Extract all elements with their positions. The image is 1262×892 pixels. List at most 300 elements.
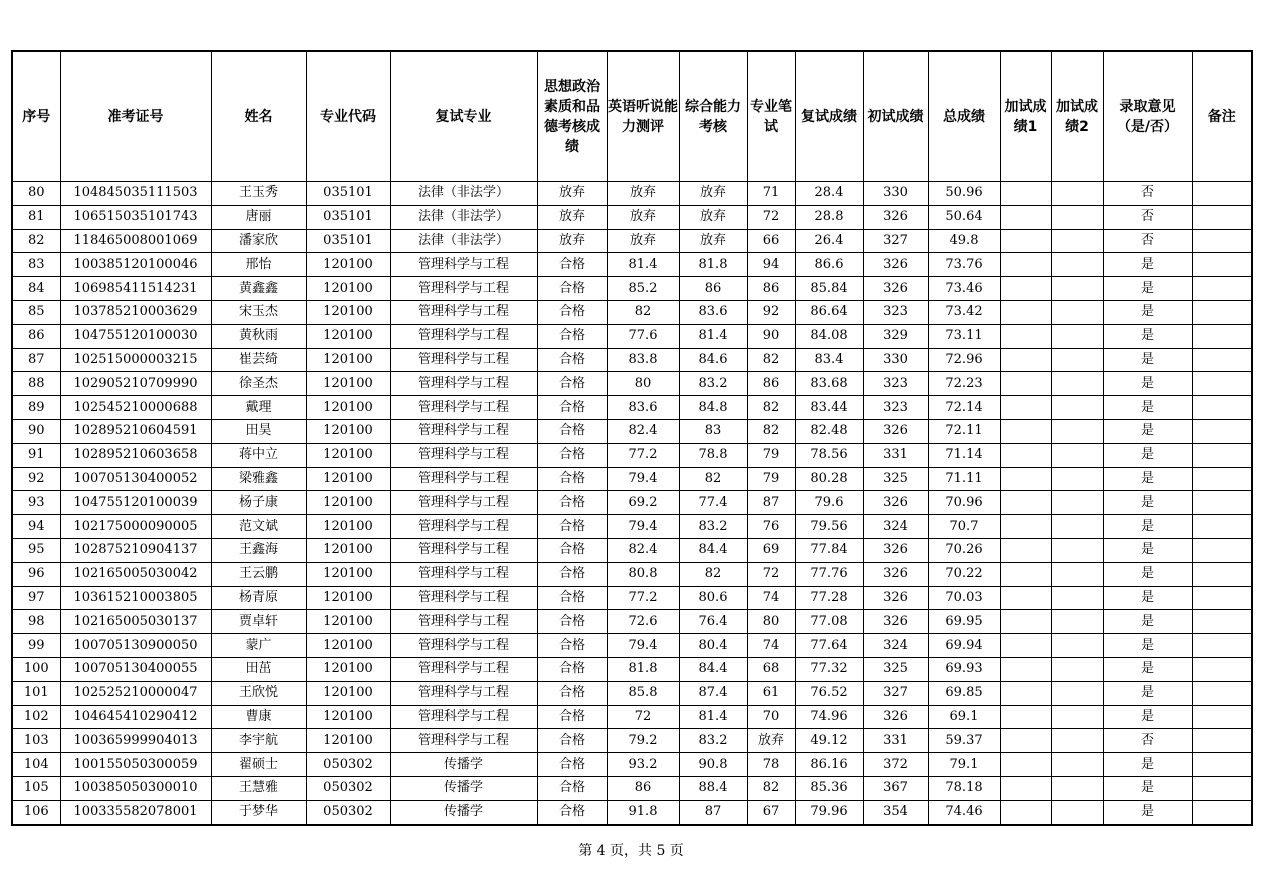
cell-col-admission: 是	[1103, 562, 1192, 586]
cell-col-extra-score-2	[1051, 324, 1103, 348]
cell-col-name: 潘家欣	[211, 229, 306, 253]
cell-col-name: 于梦华	[211, 800, 306, 824]
cell-col-comprehensive: 83.6	[679, 300, 747, 324]
cell-col-major: 传播学	[390, 776, 537, 800]
cell-col-retest-score: 83.4	[795, 348, 863, 372]
cell-col-written-test: 92	[747, 300, 795, 324]
cell-col-political-check: 放弃	[537, 229, 607, 253]
cell-col-extra-score-2	[1051, 610, 1103, 634]
cell-col-extra-score-2	[1051, 229, 1103, 253]
cell-col-retest-score: 26.4	[795, 229, 863, 253]
cell-col-remarks	[1192, 348, 1252, 372]
header-col-extra-score-1: 加试成绩1	[1000, 51, 1051, 182]
cell-col-written-test: 67	[747, 800, 795, 824]
cell-col-written-test: 79	[747, 443, 795, 467]
cell-col-english-test: 80	[607, 372, 679, 396]
cell-col-written-test: 69	[747, 538, 795, 562]
cell-col-exam-id: 106985411514231	[60, 277, 211, 301]
cell-col-comprehensive: 77.4	[679, 491, 747, 515]
cell-col-index: 96	[12, 562, 60, 586]
cell-col-comprehensive: 放弃	[679, 182, 747, 206]
cell-col-comprehensive: 84.4	[679, 657, 747, 681]
cell-col-index: 92	[12, 467, 60, 491]
cell-col-extra-score-1	[1000, 491, 1051, 515]
cell-col-extra-score-1	[1000, 657, 1051, 681]
cell-col-index: 85	[12, 300, 60, 324]
cell-col-name: 黄秋雨	[211, 324, 306, 348]
table-row	[12, 538, 1252, 562]
cell-col-index: 101	[12, 681, 60, 705]
cell-col-english-test: 72	[607, 705, 679, 729]
cell-col-index: 95	[12, 538, 60, 562]
cell-col-name: 邢怡	[211, 253, 306, 277]
cell-col-political-check: 合格	[537, 681, 607, 705]
cell-col-exam-id: 118465008001069	[60, 229, 211, 253]
table-row	[12, 300, 1252, 324]
cell-col-index: 106	[12, 800, 60, 824]
cell-col-exam-id: 102525210000047	[60, 681, 211, 705]
cell-col-major: 法律（非法学）	[390, 182, 537, 206]
cell-col-index: 81	[12, 205, 60, 229]
cell-col-major-code: 120100	[306, 443, 390, 467]
cell-col-exam-id: 100155050300059	[60, 753, 211, 777]
cell-col-extra-score-1	[1000, 634, 1051, 658]
cell-col-remarks	[1192, 277, 1252, 301]
cell-col-written-test: 放弃	[747, 729, 795, 753]
cell-col-comprehensive: 84.6	[679, 348, 747, 372]
cell-col-extra-score-2	[1051, 491, 1103, 515]
cell-col-retest-score: 86.64	[795, 300, 863, 324]
cell-col-total-score: 70.03	[928, 586, 1000, 610]
header-col-exam-id: 准考证号	[60, 51, 211, 182]
cell-col-name: 戴理	[211, 396, 306, 420]
cell-col-remarks	[1192, 729, 1252, 753]
cell-col-extra-score-2	[1051, 253, 1103, 277]
cell-col-extra-score-1	[1000, 229, 1051, 253]
cell-col-extra-score-1	[1000, 586, 1051, 610]
cell-col-name: 田茁	[211, 657, 306, 681]
table-row	[12, 562, 1252, 586]
table-row	[12, 348, 1252, 372]
cell-col-retest-score: 79.56	[795, 515, 863, 539]
cell-col-index: 98	[12, 610, 60, 634]
cell-col-major-code: 120100	[306, 419, 390, 443]
cell-col-political-check: 合格	[537, 538, 607, 562]
cell-col-english-test: 69.2	[607, 491, 679, 515]
cell-col-english-test: 77.2	[607, 443, 679, 467]
cell-col-major-code: 050302	[306, 776, 390, 800]
cell-col-political-check: 合格	[537, 753, 607, 777]
cell-col-major: 法律（非法学）	[390, 229, 537, 253]
cell-col-comprehensive: 90.8	[679, 753, 747, 777]
table-row	[12, 705, 1252, 729]
cell-col-major-code: 120100	[306, 705, 390, 729]
cell-col-extra-score-2	[1051, 372, 1103, 396]
header-row	[12, 51, 1252, 182]
cell-col-major-code: 120100	[306, 610, 390, 634]
header-col-major: 复试专业	[390, 51, 537, 182]
cell-col-remarks	[1192, 657, 1252, 681]
table-row	[12, 253, 1252, 277]
score-table	[11, 50, 1253, 826]
cell-col-initial-score: 326	[863, 586, 928, 610]
table-row	[12, 657, 1252, 681]
cell-col-index: 80	[12, 182, 60, 206]
cell-col-english-test: 79.4	[607, 634, 679, 658]
cell-col-english-test: 85.2	[607, 277, 679, 301]
table-row	[12, 396, 1252, 420]
header-col-comprehensive: 综合能力考核	[679, 51, 747, 182]
page-footer: 第 4 页，共 5 页	[578, 843, 684, 859]
cell-col-admission: 是	[1103, 491, 1192, 515]
cell-col-comprehensive: 87.4	[679, 681, 747, 705]
table-row	[12, 776, 1252, 800]
cell-col-initial-score: 354	[863, 800, 928, 824]
cell-col-written-test: 74	[747, 634, 795, 658]
cell-col-major: 管理科学与工程	[390, 491, 537, 515]
cell-col-index: 104	[12, 753, 60, 777]
cell-col-english-test: 93.2	[607, 753, 679, 777]
cell-col-index: 87	[12, 348, 60, 372]
cell-col-admission: 是	[1103, 610, 1192, 634]
cell-col-comprehensive: 83.2	[679, 515, 747, 539]
cell-col-retest-score: 85.84	[795, 277, 863, 301]
header-col-remarks: 备注	[1192, 51, 1252, 182]
cell-col-name: 唐丽	[211, 205, 306, 229]
cell-col-total-score: 73.11	[928, 324, 1000, 348]
cell-col-initial-score: 326	[863, 205, 928, 229]
cell-col-extra-score-2	[1051, 277, 1103, 301]
cell-col-political-check: 合格	[537, 776, 607, 800]
cell-col-english-test: 85.8	[607, 681, 679, 705]
cell-col-extra-score-1	[1000, 396, 1051, 420]
cell-col-extra-score-1	[1000, 443, 1051, 467]
cell-col-exam-id: 102165005030137	[60, 610, 211, 634]
table-row	[12, 229, 1252, 253]
cell-col-retest-score: 86.6	[795, 253, 863, 277]
cell-col-admission: 是	[1103, 348, 1192, 372]
cell-col-exam-id: 100385050300010	[60, 776, 211, 800]
cell-col-total-score: 72.11	[928, 419, 1000, 443]
cell-col-extra-score-1	[1000, 800, 1051, 824]
cell-col-major-code: 050302	[306, 753, 390, 777]
cell-col-major: 管理科学与工程	[390, 562, 537, 586]
cell-col-english-test: 79.4	[607, 467, 679, 491]
header-col-admission: 录取意见（是/否）	[1103, 51, 1192, 182]
cell-col-english-test: 86	[607, 776, 679, 800]
table-row	[12, 205, 1252, 229]
cell-col-written-test: 86	[747, 372, 795, 396]
cell-col-remarks	[1192, 515, 1252, 539]
cell-col-extra-score-2	[1051, 443, 1103, 467]
cell-col-written-test: 82	[747, 348, 795, 372]
cell-col-admission: 否	[1103, 229, 1192, 253]
cell-col-total-score: 69.94	[928, 634, 1000, 658]
cell-col-remarks	[1192, 443, 1252, 467]
header-col-name: 姓名	[211, 51, 306, 182]
cell-col-exam-id: 100705130900050	[60, 634, 211, 658]
cell-col-index: 97	[12, 586, 60, 610]
cell-col-initial-score: 326	[863, 705, 928, 729]
cell-col-initial-score: 372	[863, 753, 928, 777]
cell-col-name: 杨青原	[211, 586, 306, 610]
cell-col-admission: 是	[1103, 396, 1192, 420]
cell-col-admission: 是	[1103, 277, 1192, 301]
cell-col-major: 法律（非法学）	[390, 205, 537, 229]
cell-col-admission: 是	[1103, 443, 1192, 467]
cell-col-extra-score-1	[1000, 419, 1051, 443]
cell-col-name: 王云鹏	[211, 562, 306, 586]
cell-col-extra-score-2	[1051, 515, 1103, 539]
cell-col-remarks	[1192, 800, 1252, 824]
cell-col-index: 84	[12, 277, 60, 301]
cell-col-retest-score: 83.44	[795, 396, 863, 420]
cell-col-retest-score: 77.76	[795, 562, 863, 586]
cell-col-admission: 是	[1103, 419, 1192, 443]
cell-col-comprehensive: 放弃	[679, 205, 747, 229]
cell-col-name: 蒙广	[211, 634, 306, 658]
cell-col-english-test: 77.6	[607, 324, 679, 348]
cell-col-exam-id: 100385120100046	[60, 253, 211, 277]
cell-col-major-code: 120100	[306, 729, 390, 753]
cell-col-admission: 是	[1103, 776, 1192, 800]
cell-col-initial-score: 324	[863, 634, 928, 658]
cell-col-extra-score-2	[1051, 753, 1103, 777]
cell-col-comprehensive: 80.4	[679, 634, 747, 658]
cell-col-extra-score-1	[1000, 610, 1051, 634]
table-row	[12, 681, 1252, 705]
cell-col-major-code: 035101	[306, 229, 390, 253]
cell-col-index: 103	[12, 729, 60, 753]
cell-col-exam-id: 102905210709990	[60, 372, 211, 396]
cell-col-index: 88	[12, 372, 60, 396]
cell-col-written-test: 86	[747, 277, 795, 301]
cell-col-extra-score-2	[1051, 419, 1103, 443]
cell-col-admission: 是	[1103, 538, 1192, 562]
cell-col-comprehensive: 82	[679, 467, 747, 491]
cell-col-exam-id: 100335582078001	[60, 800, 211, 824]
cell-col-extra-score-2	[1051, 657, 1103, 681]
cell-col-total-score: 72.96	[928, 348, 1000, 372]
cell-col-total-score: 59.37	[928, 729, 1000, 753]
cell-col-remarks	[1192, 372, 1252, 396]
cell-col-exam-id: 100705130400052	[60, 467, 211, 491]
cell-col-initial-score: 330	[863, 348, 928, 372]
cell-col-total-score: 49.8	[928, 229, 1000, 253]
cell-col-political-check: 合格	[537, 705, 607, 729]
cell-col-total-score: 69.1	[928, 705, 1000, 729]
cell-col-english-test: 82	[607, 300, 679, 324]
header-col-written-test: 专业笔试	[747, 51, 795, 182]
cell-col-written-test: 87	[747, 491, 795, 515]
cell-col-name: 王欣悦	[211, 681, 306, 705]
cell-col-written-test: 82	[747, 396, 795, 420]
cell-col-extra-score-2	[1051, 800, 1103, 824]
table-row	[12, 182, 1252, 206]
cell-col-english-test: 79.2	[607, 729, 679, 753]
cell-col-name: 范文斌	[211, 515, 306, 539]
cell-col-initial-score: 324	[863, 515, 928, 539]
cell-col-extra-score-1	[1000, 348, 1051, 372]
cell-col-extra-score-2	[1051, 348, 1103, 372]
cell-col-remarks	[1192, 753, 1252, 777]
cell-col-major: 传播学	[390, 800, 537, 824]
cell-col-retest-score: 77.28	[795, 586, 863, 610]
cell-col-extra-score-1	[1000, 324, 1051, 348]
cell-col-exam-id: 102895210603658	[60, 443, 211, 467]
cell-col-remarks	[1192, 396, 1252, 420]
cell-col-index: 83	[12, 253, 60, 277]
cell-col-political-check: 合格	[537, 515, 607, 539]
cell-col-written-test: 61	[747, 681, 795, 705]
cell-col-major-code: 120100	[306, 515, 390, 539]
cell-col-comprehensive: 81.4	[679, 324, 747, 348]
cell-col-major: 管理科学与工程	[390, 515, 537, 539]
cell-col-written-test: 72	[747, 205, 795, 229]
cell-col-initial-score: 329	[863, 324, 928, 348]
cell-col-remarks	[1192, 419, 1252, 443]
cell-col-name: 宋玉杰	[211, 300, 306, 324]
cell-col-name: 曹康	[211, 705, 306, 729]
cell-col-comprehensive: 82	[679, 562, 747, 586]
cell-col-major: 管理科学与工程	[390, 324, 537, 348]
cell-col-major-code: 120100	[306, 491, 390, 515]
cell-col-exam-id: 102875210904137	[60, 538, 211, 562]
cell-col-major: 管理科学与工程	[390, 277, 537, 301]
cell-col-remarks	[1192, 182, 1252, 206]
cell-col-initial-score: 323	[863, 300, 928, 324]
cell-col-extra-score-1	[1000, 182, 1051, 206]
cell-col-comprehensive: 放弃	[679, 229, 747, 253]
cell-col-total-score: 74.46	[928, 800, 1000, 824]
cell-col-initial-score: 325	[863, 467, 928, 491]
cell-col-admission: 否	[1103, 205, 1192, 229]
cell-col-index: 105	[12, 776, 60, 800]
cell-col-political-check: 合格	[537, 324, 607, 348]
cell-col-exam-id: 102175000090005	[60, 515, 211, 539]
cell-col-extra-score-2	[1051, 586, 1103, 610]
cell-col-major: 管理科学与工程	[390, 419, 537, 443]
cell-col-remarks	[1192, 253, 1252, 277]
cell-col-political-check: 放弃	[537, 182, 607, 206]
cell-col-major-code: 120100	[306, 396, 390, 420]
table-row	[12, 515, 1252, 539]
cell-col-english-test: 83.8	[607, 348, 679, 372]
cell-col-extra-score-2	[1051, 681, 1103, 705]
cell-col-retest-score: 77.32	[795, 657, 863, 681]
cell-col-comprehensive: 78.8	[679, 443, 747, 467]
cell-col-initial-score: 326	[863, 419, 928, 443]
table-row	[12, 419, 1252, 443]
cell-col-retest-score: 85.36	[795, 776, 863, 800]
cell-col-retest-score: 74.96	[795, 705, 863, 729]
cell-col-exam-id: 104755120100039	[60, 491, 211, 515]
cell-col-political-check: 合格	[537, 491, 607, 515]
cell-col-initial-score: 326	[863, 277, 928, 301]
cell-col-major: 管理科学与工程	[390, 467, 537, 491]
cell-col-english-test: 72.6	[607, 610, 679, 634]
table-row	[12, 729, 1252, 753]
cell-col-exam-id: 102165005030042	[60, 562, 211, 586]
cell-col-index: 91	[12, 443, 60, 467]
cell-col-total-score: 50.64	[928, 205, 1000, 229]
cell-col-written-test: 71	[747, 182, 795, 206]
cell-col-major-code: 120100	[306, 324, 390, 348]
cell-col-admission: 是	[1103, 800, 1192, 824]
cell-col-exam-id: 102545210000688	[60, 396, 211, 420]
cell-col-comprehensive: 86	[679, 277, 747, 301]
cell-col-comprehensive: 81.8	[679, 253, 747, 277]
cell-col-retest-score: 77.84	[795, 538, 863, 562]
cell-col-remarks	[1192, 776, 1252, 800]
cell-col-english-test: 放弃	[607, 205, 679, 229]
cell-col-major: 传播学	[390, 753, 537, 777]
cell-col-major: 管理科学与工程	[390, 443, 537, 467]
cell-col-major-code: 120100	[306, 657, 390, 681]
cell-col-extra-score-1	[1000, 562, 1051, 586]
cell-col-total-score: 72.14	[928, 396, 1000, 420]
cell-col-extra-score-1	[1000, 467, 1051, 491]
cell-col-extra-score-2	[1051, 634, 1103, 658]
cell-col-english-test: 放弃	[607, 182, 679, 206]
cell-col-extra-score-1	[1000, 681, 1051, 705]
cell-col-initial-score: 326	[863, 253, 928, 277]
cell-col-english-test: 81.8	[607, 657, 679, 681]
cell-col-major: 管理科学与工程	[390, 657, 537, 681]
cell-col-comprehensive: 83	[679, 419, 747, 443]
cell-col-name: 李宇航	[211, 729, 306, 753]
header-col-major-code: 专业代码	[306, 51, 390, 182]
header-col-index: 序号	[12, 51, 60, 182]
cell-col-english-test: 83.6	[607, 396, 679, 420]
cell-col-english-test: 91.8	[607, 800, 679, 824]
cell-col-exam-id: 100365999904013	[60, 729, 211, 753]
cell-col-political-check: 合格	[537, 419, 607, 443]
cell-col-name: 翟硕士	[211, 753, 306, 777]
cell-col-exam-id: 104845035111503	[60, 182, 211, 206]
cell-col-political-check: 合格	[537, 253, 607, 277]
cell-col-written-test: 74	[747, 586, 795, 610]
cell-col-exam-id: 104645410290412	[60, 705, 211, 729]
cell-col-written-test: 72	[747, 562, 795, 586]
table-row	[12, 491, 1252, 515]
cell-col-name: 田昊	[211, 419, 306, 443]
cell-col-exam-id: 102515000003215	[60, 348, 211, 372]
cell-col-exam-id: 103615210003805	[60, 586, 211, 610]
cell-col-written-test: 82	[747, 419, 795, 443]
cell-col-political-check: 合格	[537, 300, 607, 324]
cell-col-initial-score: 326	[863, 610, 928, 634]
cell-col-total-score: 69.85	[928, 681, 1000, 705]
cell-col-total-score: 78.18	[928, 776, 1000, 800]
cell-col-extra-score-2	[1051, 729, 1103, 753]
cell-col-total-score: 69.93	[928, 657, 1000, 681]
cell-col-comprehensive: 81.4	[679, 705, 747, 729]
cell-col-english-test: 81.4	[607, 253, 679, 277]
cell-col-extra-score-2	[1051, 705, 1103, 729]
cell-col-initial-score: 331	[863, 443, 928, 467]
cell-col-extra-score-1	[1000, 776, 1051, 800]
cell-col-extra-score-2	[1051, 205, 1103, 229]
cell-col-major-code: 120100	[306, 467, 390, 491]
cell-col-initial-score: 327	[863, 681, 928, 705]
cell-col-political-check: 合格	[537, 443, 607, 467]
cell-col-extra-score-1	[1000, 538, 1051, 562]
cell-col-total-score: 50.96	[928, 182, 1000, 206]
cell-col-index: 82	[12, 229, 60, 253]
cell-col-retest-score: 77.64	[795, 634, 863, 658]
cell-col-admission: 是	[1103, 300, 1192, 324]
